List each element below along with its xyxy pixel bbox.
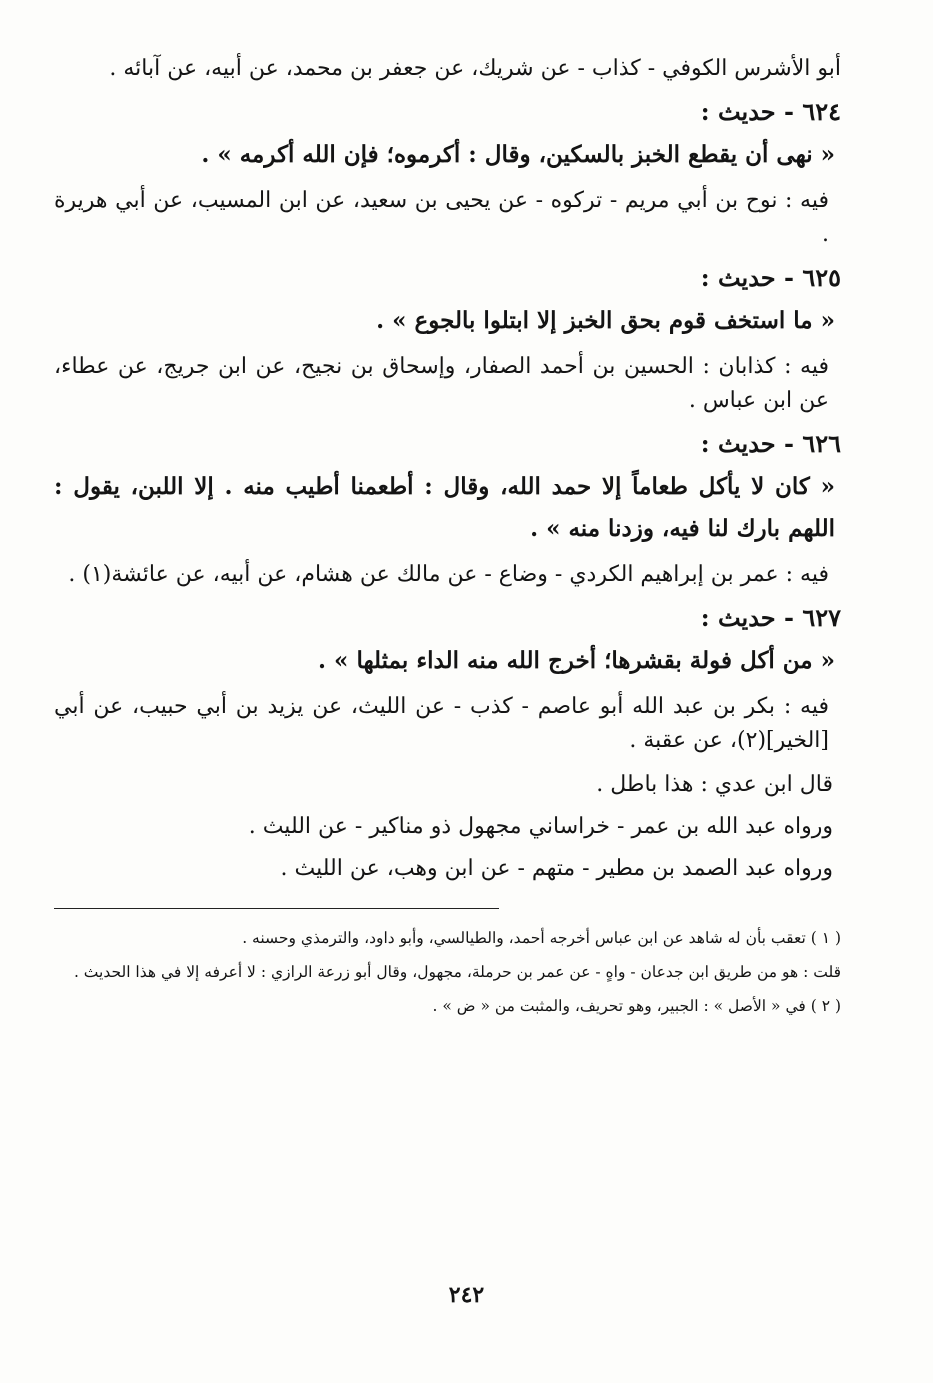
hadith-heading: ٦٢٥ - حديث :	[700, 263, 841, 292]
critic-comment: ورواه عبد الصمد بن مطير - متهم - عن ابن وهب، عن الليث .	[280, 856, 833, 881]
footnote-1: ( ١ ) تعقب بأن له شاهد عن ابن عباس أخرجه أحمد، والطيالسي، وأبو داود، والترمذي وحسنه .	[242, 929, 841, 947]
footnotes	[54, 921, 841, 1023]
hadith-entry-624	[54, 92, 841, 252]
hadith-heading: ٦٢٧ - حديث :	[700, 603, 841, 632]
hadith-text: « كان لا يأكل طعاماً إلا حمد الله، وقال : أطعمنا أطيب منه . إلا اللبن، يقول : اللهم بارك لنا فيه، وزدنا منه » .	[54, 473, 835, 542]
hadith-entry-627	[54, 598, 841, 890]
hadith-narrators: فيه : كذابان : الحسين بن أحمد الصفار، وإسحاق بن نجيح، عن ابن جريج، عن عطاء، عن ابن عباس .	[54, 354, 830, 413]
hadith-narrators: فيه : نوح بن أبي مريم - تركوه - عن يحيى بن سعيد، عن ابن المسيب، عن أبي هريرة .	[54, 188, 829, 247]
footnote-1-note: قلت : هو من طريق ابن جدعان - واهٍ - عن عمر بن حرملة، مجهول، وقال أبو زرعة الرازي : لا أعرفه إلا في هذا الحديث .	[73, 963, 841, 981]
intro-narrators: أبو الأشرس الكوفي - كذاب - عن شريك، عن جعفر بن محمد، عن أبيه، عن آبائه .	[109, 56, 841, 81]
critic-comment: قال ابن عدي : هذا باطل .	[596, 772, 833, 797]
hadith-text: « نهى أن يقطع الخبز بالسكين، وقال : أكرموه؛ فإن الله أكرمه » .	[201, 141, 835, 168]
hadith-entry-625	[54, 258, 841, 418]
hadith-text: « من أكل فولة بقشرها؛ أخرج الله منه الداء بمثلها » .	[318, 647, 835, 674]
hadith-entry-626	[54, 424, 841, 592]
critic-comment: ورواه عبد الله بن عمر - خراساني مجهول ذو مناكير - عن الليث .	[248, 814, 833, 839]
hadith-text: « ما استخف قوم بحق الخبز إلا ابتلوا بالجوع » .	[376, 307, 835, 334]
footnote-2: ( ٢ ) في « الأصل » : الجبير، وهو تحريف، والمثبت من « ض » .	[432, 997, 841, 1015]
footnote-divider	[54, 908, 499, 909]
hadith-narrators: فيه : بكر بن عبد الله أبو عاصم - كذب - عن الليث، عن يزيد بن أبي حبيب، عن أبي [الخير](٢)، عن عقبة .	[54, 694, 829, 753]
page-number: ٢٤٢	[448, 1282, 485, 1308]
hadith-narrators: فيه : عمر بن إبراهيم الكردي - وضاع - عن مالك عن هشام، عن أبيه، عن عائشة(١) .	[68, 562, 829, 587]
hadith-heading: ٦٢٤ - حديث :	[700, 97, 841, 126]
hadith-heading: ٦٢٦ - حديث :	[700, 429, 841, 458]
